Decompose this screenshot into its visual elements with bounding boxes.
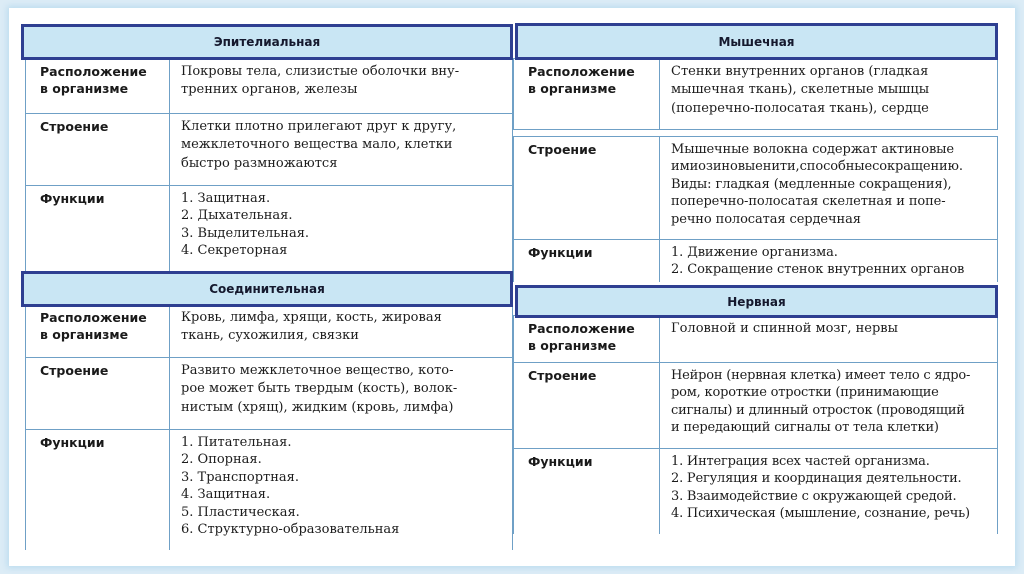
row-label-functions: Функции [26, 186, 170, 278]
muscle-details-table [513, 136, 998, 282]
table-row [26, 59, 512, 114]
row-value-location: Стенки внутренних органов (гладкая мышечная ткань), скелетные мышцы (поперечно-полосатая ткань), сердце [671, 64, 930, 116]
row-value-location: Кровь, лимфа, хрящи, кость, жировая ткань, сухожилия, связки [181, 310, 442, 344]
row-value-functions: 1. Движение организма. 2. Сокращение стенок внутренних органов [671, 245, 965, 278]
row-label-structure: Строение [26, 114, 170, 185]
table-row [514, 363, 997, 449]
row-label-structure: Строение [514, 137, 660, 239]
row-value-structure: Мышечные волокна содержат актиновые имиозиновыенити,способныесокращению. Виды: гладкая (медленные сокращения), поперечно-полосатая скелетная и попе- речно полосатая сердечная [671, 142, 963, 227]
row-value-structure: Нейрон (нервная клетка) имеет тело с ядро- ром, короткие отростки (принимающие сигналы) и длинный отросток (проводящий и передающий сигналы от тела клетки) [671, 368, 971, 436]
epithelial-table [25, 58, 513, 279]
row-label-location: Расположение в организме [514, 316, 660, 362]
slide [9, 8, 1015, 566]
row-value-functions: 1. Защитная. 2. Дыхательная. 3. Выделительная. 4. Секреторная [181, 191, 310, 259]
muscle-header: Мышечная [515, 23, 998, 60]
row-label-functions: Функции [26, 430, 170, 550]
table-row [26, 305, 512, 358]
row-label-structure: Строение [514, 363, 660, 448]
table-row [514, 316, 997, 363]
table-row [26, 358, 512, 430]
row-label-functions: Функции [514, 449, 660, 534]
row-label-location: Расположение в организме [26, 305, 170, 357]
table-row [26, 114, 512, 186]
row-value-location: Головной и спинной мозг, нервы [671, 321, 898, 336]
table-row [514, 449, 997, 534]
row-value-functions: 1. Питательная. 2. Опорная. 3. Транспортная. 4. Защитная. 5. Пластическая. 6. Структурно-образовательная [181, 435, 400, 538]
row-value-location: Покровы тела, слизистые оболочки вну- тренних органов, железы [181, 64, 460, 98]
connective-header: Соединительная [21, 271, 513, 307]
table-row [26, 430, 512, 550]
row-label-functions: Функции [514, 240, 660, 282]
row-label-location: Расположение в организме [514, 59, 660, 129]
row-label-location: Расположение в организме [26, 59, 170, 113]
row-label-structure: Строение [26, 358, 170, 429]
connective-table [25, 304, 513, 550]
table-row [514, 137, 997, 240]
row-value-structure: Развито межклеточное вещество, кото- рое может быть твердым (кость), волок- нистым (хрящ), жидким (кровь, лимфа) [181, 363, 458, 415]
nervous-table [513, 315, 998, 534]
table-row [514, 240, 997, 282]
table-row [26, 186, 512, 278]
table-row [514, 59, 997, 129]
muscle-location-table [513, 58, 998, 130]
epithelial-header: Эпителиальная [21, 24, 513, 60]
row-value-structure: Клетки плотно прилегают друг к другу, межклеточного вещества мало, клетки быстро размножаются [181, 119, 457, 171]
row-value-functions: 1. Интеграция всех частей организма. 2. Регуляция и координация деятельности. 3. Взаимодействие с окружающей средой. 4. Психическая (мышление, сознание, речь) [671, 454, 970, 522]
nervous-header: Нервная [515, 285, 998, 318]
